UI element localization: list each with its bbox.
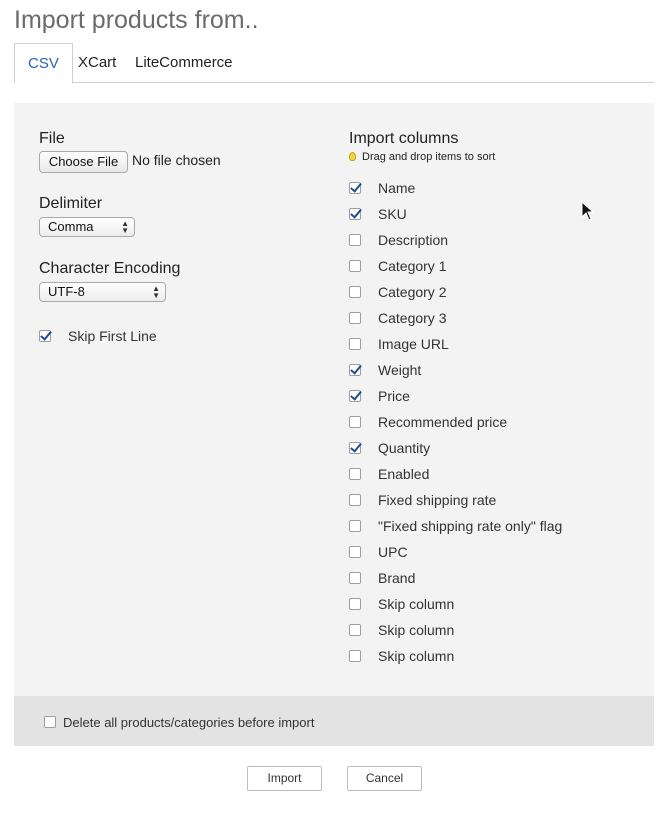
column-checkbox[interactable]	[349, 442, 361, 454]
file-label: File	[39, 130, 65, 147]
tab-xcart[interactable]: XCart	[78, 54, 117, 71]
column-item-label[interactable]: Recommended price	[378, 414, 508, 430]
page-title: Import products from..	[14, 6, 259, 34]
column-item-label[interactable]: Weight	[378, 362, 422, 378]
column-item-label[interactable]: Skip column	[378, 596, 455, 612]
column-checkbox[interactable]	[349, 650, 361, 662]
column-item-label[interactable]: Brand	[378, 570, 416, 586]
column-checkbox[interactable]	[349, 182, 361, 194]
column-checkbox[interactable]	[349, 546, 361, 558]
tab-bar	[14, 43, 654, 83]
column-item-label[interactable]: Category 2	[378, 284, 447, 300]
column-checkbox[interactable]	[349, 624, 361, 636]
column-checkbox[interactable]	[349, 520, 361, 532]
mouse-cursor-icon	[582, 202, 596, 222]
tab-csv[interactable]: CSV	[14, 43, 73, 84]
column-checkbox[interactable]	[349, 208, 361, 220]
column-checkbox[interactable]	[349, 312, 361, 324]
import-panel	[14, 103, 654, 696]
tab-litecommerce[interactable]: LiteCommerce	[135, 54, 233, 71]
column-checkbox[interactable]	[349, 260, 361, 272]
delimiter-select[interactable]	[39, 217, 135, 237]
skip-first-line-checkbox[interactable]	[39, 330, 51, 342]
column-checkbox[interactable]	[349, 416, 361, 428]
skip-first-line-label: Skip First Line	[68, 328, 157, 344]
encoding-select[interactable]	[39, 282, 166, 302]
encoding-label: Character Encoding	[39, 260, 181, 277]
column-item-label[interactable]: Category 1	[378, 258, 447, 274]
drag-hint-text: Drag and drop items to sort	[362, 151, 496, 163]
file-status-text: No file chosen	[132, 152, 221, 168]
import-columns-heading: Import columns	[349, 130, 459, 147]
column-item-label[interactable]: Enabled	[378, 466, 430, 482]
options-bar	[14, 696, 654, 746]
drag-hint	[349, 151, 495, 163]
lightbulb-icon	[349, 152, 356, 161]
delete-all-checkbox[interactable]	[44, 716, 56, 728]
column-item-label[interactable]: Quantity	[378, 440, 431, 456]
delimiter-select-value: Comma	[48, 219, 94, 234]
column-item-label[interactable]: SKU	[378, 206, 407, 222]
column-item-label[interactable]: Description	[378, 232, 449, 248]
column-item-label[interactable]: Fixed shipping rate	[378, 492, 497, 508]
import-button[interactable]: Import	[247, 766, 322, 791]
delete-all-label: Delete all products/categories before import	[63, 715, 315, 730]
column-checkbox[interactable]	[349, 598, 361, 610]
column-item-label[interactable]: Price	[378, 388, 410, 404]
column-item-label[interactable]: Category 3	[378, 310, 447, 326]
column-checkbox[interactable]	[349, 468, 361, 480]
column-item-label[interactable]: UPC	[378, 544, 408, 560]
column-item-label[interactable]: "Fixed shipping rate only" flag	[378, 518, 563, 534]
column-checkbox[interactable]	[349, 338, 361, 350]
column-item-label[interactable]: Skip column	[378, 648, 455, 664]
column-checkbox[interactable]	[349, 572, 361, 584]
column-item-label[interactable]: Skip column	[378, 622, 455, 638]
select-arrows-icon: ▲ ▼	[152, 284, 160, 300]
column-checkbox[interactable]	[349, 286, 361, 298]
delimiter-label: Delimiter	[39, 195, 103, 212]
column-item-label[interactable]: Image URL	[378, 336, 449, 352]
column-checkbox[interactable]	[349, 390, 361, 402]
cancel-button[interactable]: Cancel	[347, 766, 422, 791]
column-checkbox[interactable]	[349, 494, 361, 506]
column-checkbox[interactable]	[349, 364, 361, 376]
column-checkbox[interactable]	[349, 234, 361, 246]
encoding-select-value: UTF-8	[48, 284, 85, 299]
select-arrows-icon: ▲ ▼	[121, 219, 129, 235]
choose-file-button[interactable]: Choose File	[39, 151, 128, 173]
column-item-label[interactable]: Name	[378, 180, 416, 196]
